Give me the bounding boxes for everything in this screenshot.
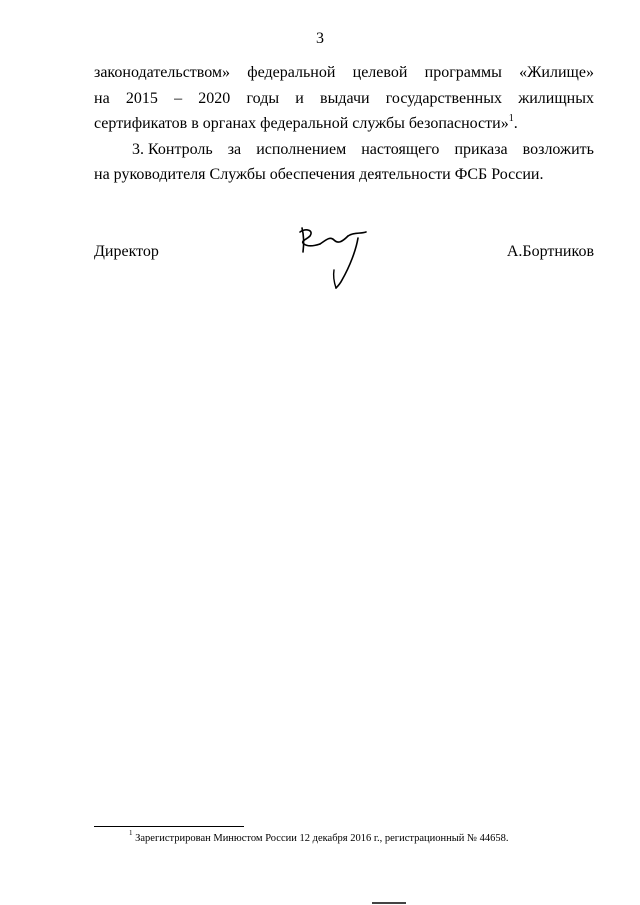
word: и [295,90,304,107]
signatory-name: А.Бортников [506,243,594,260]
word: за [227,141,242,158]
word: годы [246,90,280,107]
footnote-reference: 1 [508,112,514,124]
paragraph-1-line-2 [94,89,594,109]
word: на [94,90,110,107]
paragraph-2-line-2: на руководителя Службы обеспечения деятельности ФСБ России. [94,166,544,183]
word: выдачи [320,90,370,107]
paragraph-2-line-1 [132,140,594,160]
word: – [174,90,183,107]
paragraph-1-line-3 [94,114,594,134]
footnote [129,828,509,844]
text: сертификатов в органах федеральной службы безопасности» [94,115,509,132]
scan-edge-mark [372,902,406,904]
word: 3. Контроль [132,141,213,158]
word: законодательством» [94,64,231,81]
word: «Жилище» [519,64,594,81]
footnote-separator [94,826,244,827]
word: приказа [454,141,508,158]
word: государственных [385,90,502,107]
footnote-marker: 1 [129,828,133,837]
footnote-text: Зарегистрирован Минюстом России 12 декабря 2016 г., регистрационный № 44658. [135,833,509,844]
word: возложить [522,141,594,158]
period: . [513,115,518,132]
word: программы [424,64,502,81]
word: 2020 [198,90,231,107]
word: федеральной [247,64,336,81]
handwritten-signature [294,222,374,292]
word: 2015 [125,90,158,107]
paragraph-1-line-1 [94,63,594,83]
word: исполнением [256,141,347,158]
page-number: 3 [316,30,324,47]
word: жилищных [518,90,594,107]
word: настоящего [361,141,440,158]
word: целевой [352,64,408,81]
signatory-position: Директор [94,243,159,260]
